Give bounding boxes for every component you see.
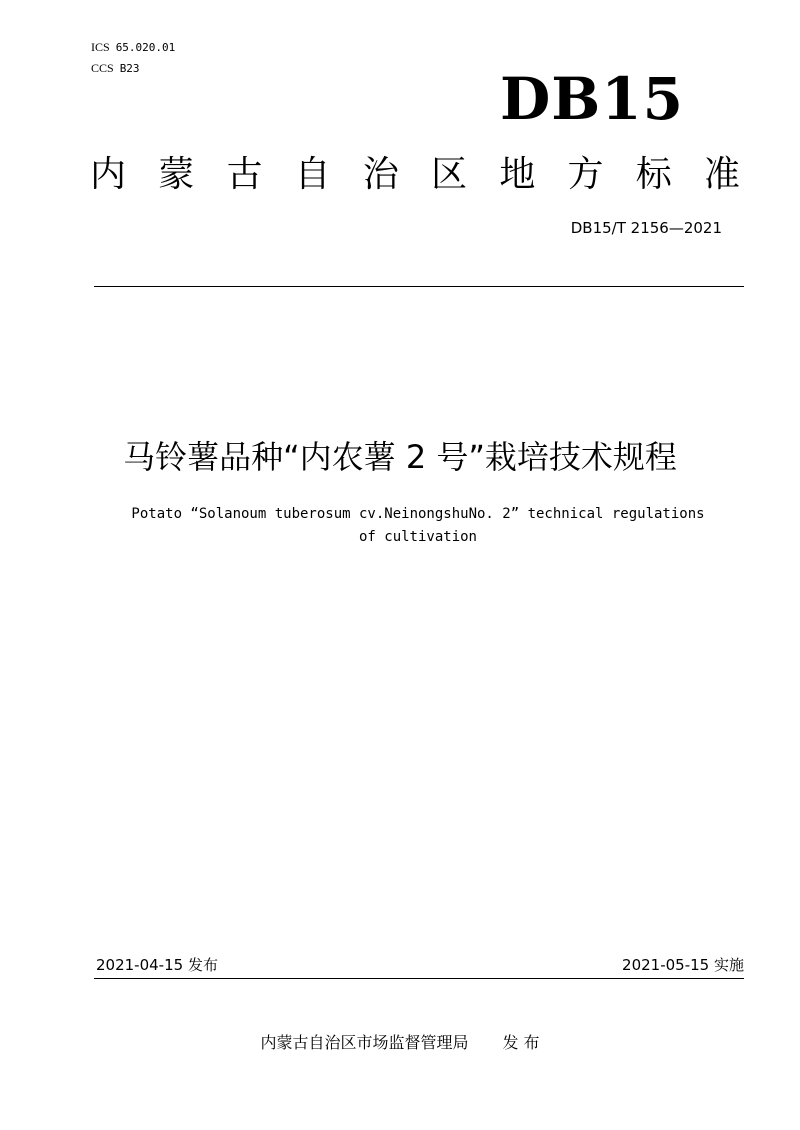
authority-title-char: 标 [635,154,672,195]
english-title-line-1: Potato “Solanoum tuberosum cv.NeinongshuNo. 2” technical regulations [131,506,705,522]
ics-code: 65.020.01 [115,41,176,54]
implementation-date: 2021-05-15 实施 [622,956,744,974]
authority-title-char: 方 [567,154,604,195]
authority-title-char: 准 [703,154,740,195]
ics-classification [91,40,175,55]
authority-title-char: 治 [362,154,399,195]
header-divider [94,286,744,287]
standard-number: DB15/T 2156—2021 [570,219,722,237]
issuing-authority [0,1032,800,1054]
authority-title-char: 古 [226,154,263,195]
issuer-action: 发 布 [502,1033,540,1052]
authority-title-char: 内 [90,154,127,195]
document-title-chinese: 马铃薯品种“内农薯 2 号”栽培技术规程 [123,438,677,476]
ics-label: ICS [91,40,110,54]
footer-divider [94,978,744,979]
authority-title [90,151,740,199]
ccs-code: B23 [119,62,140,75]
ccs-label: CCS [91,61,114,75]
authority-title-char: 蒙 [158,154,195,195]
document-title-english [86,503,750,549]
ccs-classification [91,61,140,76]
english-title-line-2: of cultivation [358,529,477,545]
standard-mark: DB15 [499,65,684,133]
authority-title-char: 自 [294,154,331,195]
authority-title-char: 区 [431,154,468,195]
authority-title-char: 地 [499,154,536,195]
publish-date: 2021-04-15 发布 [96,956,218,974]
issuer-name: 内蒙古自治区市场监督管理局 [260,1033,469,1052]
